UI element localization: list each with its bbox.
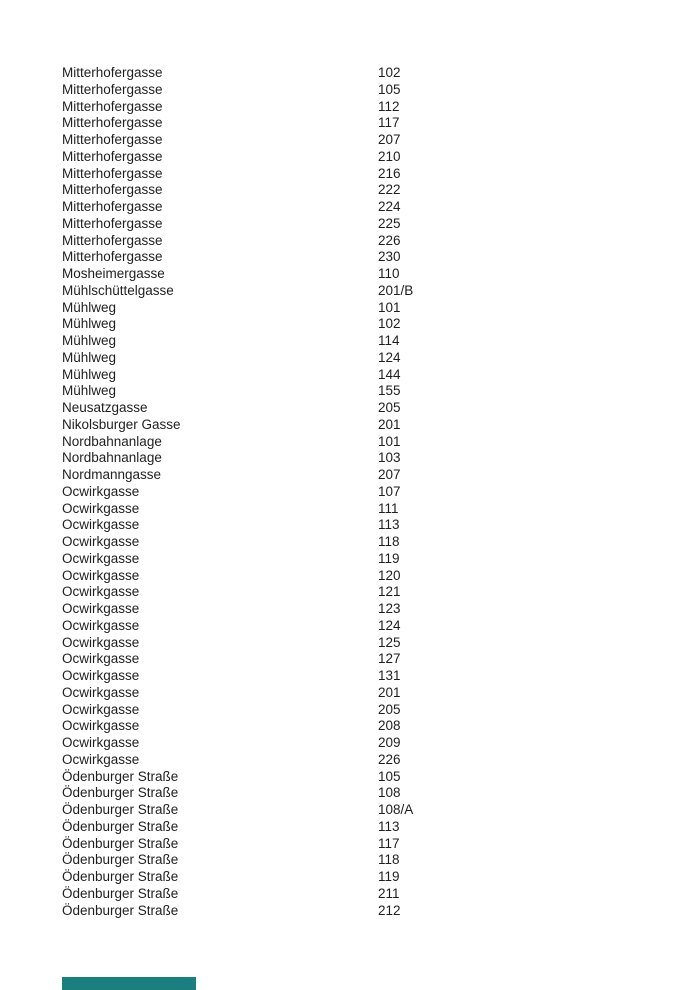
street-name: Ocwirkgasse <box>62 751 140 767</box>
street-name: Ocwirkgasse <box>62 634 140 650</box>
table-row <box>62 115 662 132</box>
table-row <box>62 166 662 183</box>
street-name: Mitterhofergasse <box>62 65 163 80</box>
house-number: 117 <box>378 835 400 851</box>
house-number: 209 <box>378 735 401 750</box>
street-name: Mitterhofergasse <box>62 249 163 265</box>
table-row <box>62 802 662 819</box>
table-row <box>62 869 662 886</box>
house-number: 101 <box>378 299 401 315</box>
house-number: 205 <box>378 701 401 717</box>
table-row <box>62 752 662 769</box>
table-row <box>62 283 662 300</box>
street-name: Mitterhofergasse <box>62 81 163 97</box>
street-name: Mitterhofergasse <box>62 232 163 248</box>
street-name: Mühlweg <box>62 333 117 348</box>
table-row <box>62 350 662 367</box>
table-row <box>62 467 662 484</box>
table-row <box>62 534 662 551</box>
street-name: Ocwirkgasse <box>62 684 140 700</box>
house-number: 127 <box>378 651 401 667</box>
street-name: Ocwirkgasse <box>62 517 140 533</box>
table-row <box>62 233 662 250</box>
house-number: 107 <box>378 483 401 499</box>
house-number: 216 <box>378 165 401 181</box>
street-name: Ocwirkgasse <box>62 483 140 499</box>
house-number: 121 <box>378 584 401 600</box>
house-number: 226 <box>378 232 401 248</box>
table-row <box>62 182 662 199</box>
street-name: Nordbahnanlage <box>62 450 162 466</box>
table-row <box>62 668 662 685</box>
street-name: Mitterhofergasse <box>62 165 163 181</box>
table-row <box>62 82 662 99</box>
house-number: 207 <box>378 467 401 482</box>
street-name: Mitterhofergasse <box>62 115 163 131</box>
house-number: 144 <box>378 366 401 382</box>
house-number: 131 <box>378 668 401 683</box>
table-row <box>62 735 662 752</box>
table-row <box>62 635 662 652</box>
house-number: 108/A <box>378 802 414 817</box>
table-row <box>62 685 662 702</box>
street-name: Ocwirkgasse <box>62 584 140 600</box>
table-row <box>62 383 662 400</box>
house-number: 205 <box>378 400 401 415</box>
table-row <box>62 551 662 568</box>
table-row <box>62 99 662 116</box>
table-row <box>62 249 662 266</box>
street-name: Nordbahnanlage <box>62 433 162 449</box>
street-name: Ödenburger Straße <box>62 869 179 884</box>
street-name: Ocwirkgasse <box>62 735 140 750</box>
table-row <box>62 450 662 467</box>
street-name: Ocwirkgasse <box>62 668 140 683</box>
table-row <box>62 903 662 920</box>
street-name: Ocwirkgasse <box>62 500 140 516</box>
street-name: Ocwirkgasse <box>62 701 140 717</box>
street-name: Mosheimergasse <box>62 266 165 281</box>
house-number: 101 <box>378 433 401 449</box>
house-number: 201/B <box>378 282 414 298</box>
street-name: Mitterhofergasse <box>62 182 163 198</box>
house-number: 113 <box>378 818 400 834</box>
house-number: 111 <box>378 500 399 516</box>
table-row <box>62 819 662 836</box>
house-number: 224 <box>378 199 401 214</box>
table-row <box>62 785 662 802</box>
table-row <box>62 601 662 618</box>
street-name: Mühlweg <box>62 316 117 332</box>
table-row <box>62 484 662 501</box>
table-row <box>62 618 662 635</box>
table-row <box>62 216 662 233</box>
house-number: 105 <box>378 81 401 97</box>
table-row <box>62 300 662 317</box>
house-number: 207 <box>378 132 401 147</box>
street-name: Ödenburger Straße <box>62 885 179 901</box>
house-number: 155 <box>378 383 401 399</box>
table-row <box>62 316 662 333</box>
house-number: 222 <box>378 182 401 198</box>
street-name: Nordmanngasse <box>62 467 162 482</box>
table-row <box>62 702 662 719</box>
house-number: 114 <box>378 333 400 348</box>
table-row <box>62 417 662 434</box>
house-number: 124 <box>378 617 401 633</box>
street-name: Ödenburger Straße <box>62 818 179 834</box>
house-number: 120 <box>378 567 401 583</box>
house-number: 119 <box>378 869 400 884</box>
house-number: 212 <box>378 902 401 918</box>
street-name: Mitterhofergasse <box>62 98 163 114</box>
table-row <box>62 199 662 216</box>
house-number: 230 <box>378 249 401 265</box>
street-name: Mühlweg <box>62 349 117 365</box>
street-name: Ocwirkgasse <box>62 567 140 583</box>
house-number: 225 <box>378 215 401 231</box>
house-number: 226 <box>378 751 401 767</box>
table-row <box>62 132 662 149</box>
table-row <box>62 584 662 601</box>
house-number: 112 <box>378 98 400 114</box>
house-number: 108 <box>378 785 401 801</box>
street-name: Mitterhofergasse <box>62 215 163 231</box>
table-row <box>62 149 662 166</box>
table-row <box>62 568 662 585</box>
street-name: Mitterhofergasse <box>62 148 163 164</box>
street-name: Mitterhofergasse <box>62 199 163 214</box>
table-row <box>62 886 662 903</box>
table-row <box>62 434 662 451</box>
street-name: Mühlweg <box>62 383 117 399</box>
house-number: 201 <box>378 684 401 700</box>
address-list <box>62 65 662 919</box>
table-row <box>62 718 662 735</box>
house-number: 102 <box>378 316 401 332</box>
street-name: Ocwirkgasse <box>62 550 140 566</box>
street-name: Mühlweg <box>62 366 117 382</box>
table-row <box>62 651 662 668</box>
house-number: 117 <box>378 115 400 131</box>
house-number: 110 <box>378 266 400 281</box>
house-number: 201 <box>378 416 401 432</box>
street-name: Ocwirkgasse <box>62 617 140 633</box>
street-name: Ödenburger Straße <box>62 835 179 851</box>
table-row <box>62 836 662 853</box>
table-row <box>62 333 662 350</box>
table-row <box>62 367 662 384</box>
street-name: Ödenburger Straße <box>62 785 179 801</box>
house-number: 102 <box>378 65 401 80</box>
street-name: Ocwirkgasse <box>62 651 140 667</box>
street-name: Neusatzgasse <box>62 400 148 415</box>
house-number: 118 <box>378 534 400 549</box>
street-name: Mitterhofergasse <box>62 132 163 147</box>
house-number: 125 <box>378 634 401 650</box>
street-name: Ocwirkgasse <box>62 718 140 734</box>
street-name: Ödenburger Straße <box>62 768 179 784</box>
house-number: 210 <box>378 148 401 164</box>
house-number: 118 <box>378 852 400 868</box>
house-number: 119 <box>378 550 400 566</box>
street-name: Ocwirkgasse <box>62 601 140 616</box>
table-row <box>62 400 662 417</box>
house-number: 105 <box>378 768 401 784</box>
table-row <box>62 517 662 534</box>
street-name: Ödenburger Straße <box>62 902 179 918</box>
house-number: 103 <box>378 450 401 466</box>
next-page-header-partial-bar <box>62 977 196 990</box>
house-number: 211 <box>378 885 400 901</box>
table-row <box>62 65 662 82</box>
table-row <box>62 852 662 869</box>
house-number: 208 <box>378 718 401 734</box>
street-name: Mühlweg <box>62 299 117 315</box>
street-name: Nikolsburger Gasse <box>62 416 181 432</box>
house-number: 123 <box>378 601 401 616</box>
house-number: 113 <box>378 517 400 533</box>
table-row <box>62 769 662 786</box>
street-name: Ödenburger Straße <box>62 802 179 817</box>
table-row <box>62 501 662 518</box>
house-number: 124 <box>378 349 401 365</box>
street-name: Ödenburger Straße <box>62 852 179 868</box>
table-row <box>62 266 662 283</box>
street-name: Ocwirkgasse <box>62 534 140 549</box>
street-name: Mühlschüttelgasse <box>62 282 174 298</box>
